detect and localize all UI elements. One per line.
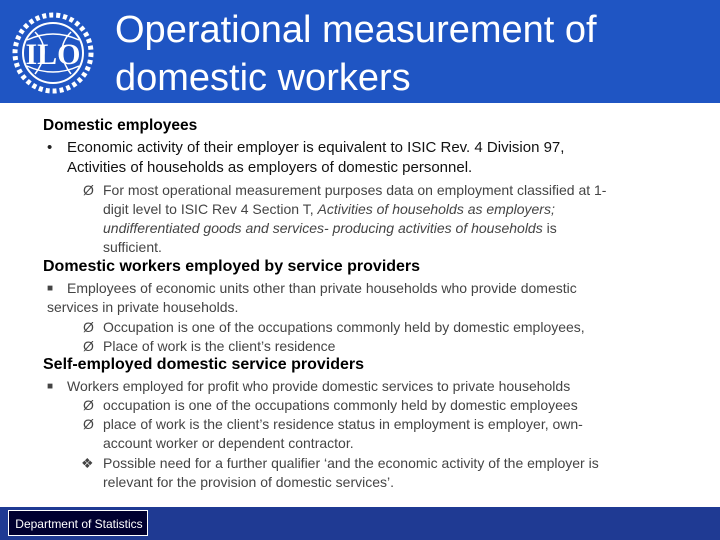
domestic-employees-bullet-line1: Economic activity of their employer is equivalent to ISIC Rev. 4 Division 97,	[67, 139, 565, 156]
sub-line2-italic: Activities of households as employers;	[317, 201, 555, 217]
square-bullet-icon: ■	[47, 381, 54, 392]
domestic-employees-bullet-line2: Activities of households as employers of domestic personnel.	[67, 159, 473, 176]
sub-line2-text: digit level to ISIC Rev 4 Section T,	[103, 201, 318, 217]
heading-service-providers: Domestic workers employed by service providers	[43, 258, 421, 275]
footer-label-box	[8, 510, 148, 536]
title-line-2: domestic workers	[115, 57, 411, 99]
sub-line3-italic: undifferentiated goods and services- producing activities of households	[103, 220, 543, 236]
sub-line3-text: is	[542, 220, 557, 236]
service-providers-sub1: Occupation is one of the occupations commonly held by domestic employees,	[103, 319, 585, 335]
service-providers-bullet-line1: Employees of economic units other than private households who provide domestic	[67, 280, 577, 296]
self-employed-note-line2: relevant for the provision of domestic services’.	[103, 474, 395, 490]
self-employed-bullet: Workers employed for profit who provide domestic services to private households	[67, 378, 571, 394]
arrow-bullet-icon: Ø	[83, 319, 94, 335]
self-employed-sub2-line1: place of work is the client’s residence status in employment is employer, own-	[103, 416, 583, 432]
footer-bar	[0, 507, 720, 540]
page-title	[115, 6, 715, 102]
title-bar	[0, 0, 720, 103]
domestic-employees-sub-line2	[103, 200, 703, 219]
domestic-employees-sub-line1: For most operational measurement purposes data on employment classified at 1-	[103, 182, 607, 198]
arrow-bullet-icon: Ø	[83, 338, 94, 354]
footer-label: Department of Statistics	[15, 517, 143, 531]
heading-self-employed: Self-employed domestic service providers	[43, 356, 365, 373]
diamond-bullet-icon: ❖	[81, 455, 94, 471]
heading-domestic-employees: Domestic employees	[43, 117, 198, 134]
self-employed-sub2-line2: account worker or dependent contractor.	[103, 435, 354, 451]
self-employed-note	[103, 454, 599, 492]
bullet-dot-icon: •	[47, 139, 53, 156]
self-employed-sub1: occupation is one of the occupations commonly held by domestic employees	[103, 397, 578, 413]
arrow-bullet-icon: Ø	[83, 416, 94, 432]
self-employed-sub2	[103, 415, 583, 453]
square-bullet-icon: ■	[47, 283, 54, 294]
title-line-1: Operational measurement of	[115, 9, 597, 51]
ilo-logo-icon	[5, 10, 101, 96]
domestic-employees-sub	[103, 181, 703, 257]
domestic-employees-sub-line3	[103, 219, 703, 238]
service-providers-bullet-line2: services in private households.	[47, 299, 239, 315]
service-providers-sub2: Place of work is the client’s residence	[103, 338, 336, 354]
domestic-employees-bullet	[67, 138, 564, 178]
arrow-bullet-icon: Ø	[83, 182, 94, 198]
self-employed-note-line1: Possible need for a further qualifier ‘and the economic activity of the employer is	[103, 455, 599, 471]
logo-text: ILO	[25, 38, 81, 71]
arrow-bullet-icon: Ø	[83, 397, 94, 413]
domestic-employees-sub-line4: sufficient.	[103, 239, 162, 255]
service-providers-bullet	[47, 279, 577, 317]
